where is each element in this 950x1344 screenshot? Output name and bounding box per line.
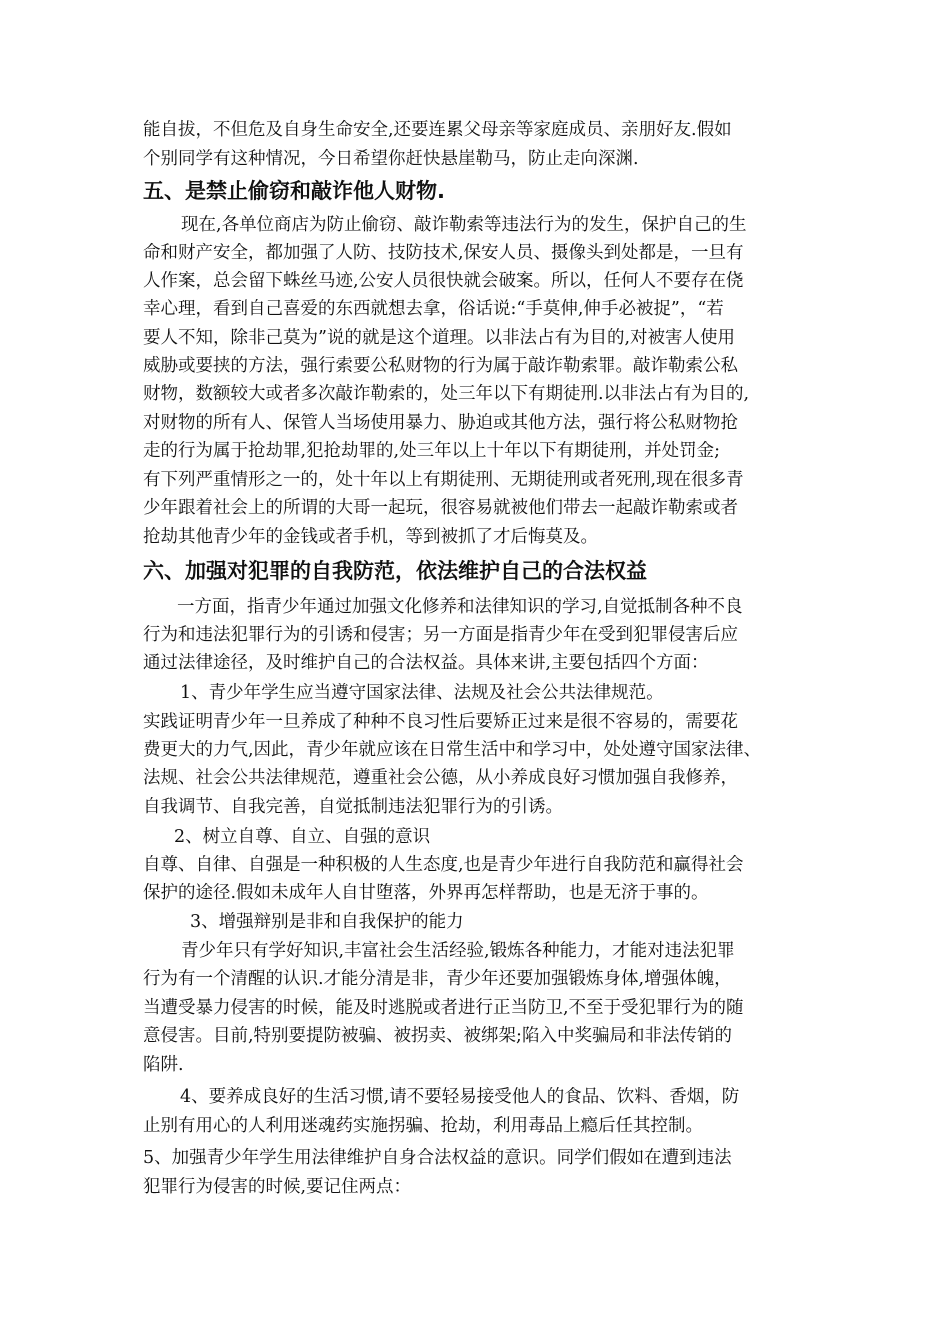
section-6-line-8: 自我调节、自我完善，自觉抵制违法犯罪行为的引诱。 xyxy=(143,797,563,817)
section-5-line-11: 少年跟着社会上的所谓的大哥一起玩，很容易就被他们带去一起敲诈勒索或者 xyxy=(143,498,738,518)
section-6-line-16: 意侵害。目前,特别要提防被骗、被拐卖、被绑架;陷入中奖骗局和非法传销的 xyxy=(143,1026,732,1046)
section-5-line-8: 对财物的所有人、保管人当场使用暴力、胁迫或其他方法，强行将公私财物抢 xyxy=(143,413,738,433)
intro-line-2: 个别同学有这种情况，今日希望你赶快悬崖勒马，防止走向深渊. xyxy=(143,149,639,169)
section-6-line-10: 自尊、自律、自强是一种积极的人生态度,也是青少年进行自我防范和赢得社会 xyxy=(143,855,744,875)
section-6-line-1: 一方面，指青少年通过加强文化修养和法律知识的学习,自觉抵制各种不良 xyxy=(177,597,743,617)
section-5-line-7: 财物，数额较大或者多次敲诈勒索的，处三年以下有期徒刑.以非法占有为目的, xyxy=(143,384,750,404)
section-5-line-4: 幸心理，看到自己喜爱的东西就想去拿，俗话说:“手莫伸,伸手必被捉”，“若 xyxy=(143,299,724,319)
section-6-line-13: 青少年只有学好知识,丰富社会生活经验,锻炼各种能力，才能对违法犯罪 xyxy=(181,941,735,961)
section-6-line-21: 犯罪行为侵害的时候,要记住两点： xyxy=(143,1177,412,1197)
section-5-line-9: 走的行为属于抢劫罪,犯抢劫罪的,处三年以上十年以下有期徒刑，并处罚金; xyxy=(143,441,721,461)
section-6-item-2: 2、树立自尊、自立、自强的意识 xyxy=(174,827,431,847)
section-6-line-5: 实践证明青少年一旦养成了种种不良习性后要矫正过来是很不容易的，需要花 xyxy=(143,712,738,732)
section-6-line-11: 保护的途径.假如未成年人自甘堕落，外界再怎样帮助，也是无济于事的。 xyxy=(143,883,709,903)
section-5-line-10: 有下列严重情形之一的，处十年以上有期徒刑、无期徒刑或者死刑,现在很多青 xyxy=(143,470,744,490)
section-5-line-2: 命和财产安全，都加强了人防、技防技术,保安人员、摄像头到处都是，一旦有 xyxy=(143,243,744,263)
section-5-heading: 五、是禁止偷窃和敲诈他人财物. xyxy=(143,179,445,203)
section-5-line-1: 现在,各单位商店为防止偷窃、敲诈勒索等违法行为的发生，保护自己的生 xyxy=(181,215,747,235)
section-6-line-7: 法规、社会公共法律规范，遵重社会公德，从小养成良好习惯加强自我修养， xyxy=(143,768,738,788)
section-6-item-4: 4、要养成良好的生活习惯,请不要轻易接受他人的食品、饮料、香烟，防 xyxy=(180,1087,740,1107)
section-6-line-17: 陷阱. xyxy=(143,1055,184,1075)
section-5-line-3: 人作案，总会留下蛛丝马迹,公安人员很快就会破案。所以，任何人不要存在侥 xyxy=(143,271,744,291)
section-6-line-2: 行为和违法犯罪行为的引诱和侵害；另一方面是指青少年在受到犯罪侵害后应 xyxy=(143,625,738,645)
section-6-line-3: 通过法律途径，及时维护自己的合法权益。具体来讲,主要包括四个方面： xyxy=(143,653,709,673)
section-5-line-5: 要人不知，除非己莫为”说的就是这个道理。以非法占有为目的,对被害人使用 xyxy=(143,328,736,348)
section-5-line-12: 抢劫其他青少年的金钱或者手机，等到被抓了才后悔莫及。 xyxy=(143,527,598,547)
section-6-line-19: 止别有用心的人利用迷魂药实施拐骗、抢劫，利用毒品上瘾后任其控制。 xyxy=(143,1116,703,1136)
section-6-line-14: 行为有一个清醒的认识.才能分清是非，青少年还要加强锻炼身体,增强体魄， xyxy=(143,969,732,989)
section-5-line-6: 威胁或要挟的方法，强行索要公私财物的行为属于敲诈勒索罪。敲诈勒索公私 xyxy=(143,356,738,376)
section-6-item-3: 3、增强辩别是非和自我保护的能力 xyxy=(190,912,464,932)
intro-line-1: 能自拔，不但危及自身生命安全,还要连累父母亲等家庭成员、亲朋好友.假如 xyxy=(143,120,732,140)
section-6-item-1: 1、青少年学生应当遵守国家法律、法规及社会公共法律规范。 xyxy=(180,683,664,703)
section-6-heading: 六、加强对犯罪的自我防范，依法维护自己的合法权益 xyxy=(143,559,647,583)
section-6-item-5: 5、加强青少年学生用法律维护自身合法权益的意识。同学们假如在遭到违法 xyxy=(143,1148,732,1168)
section-6-line-15: 当遭受暴力侵害的时候，能及时逃脱或者进行正当防卫,不至于受犯罪行为的随 xyxy=(143,998,744,1018)
section-6-line-6: 费更大的力气,因此，青少年就应该在日常生活中和学习中，处处遵守国家法律、 xyxy=(143,740,762,760)
